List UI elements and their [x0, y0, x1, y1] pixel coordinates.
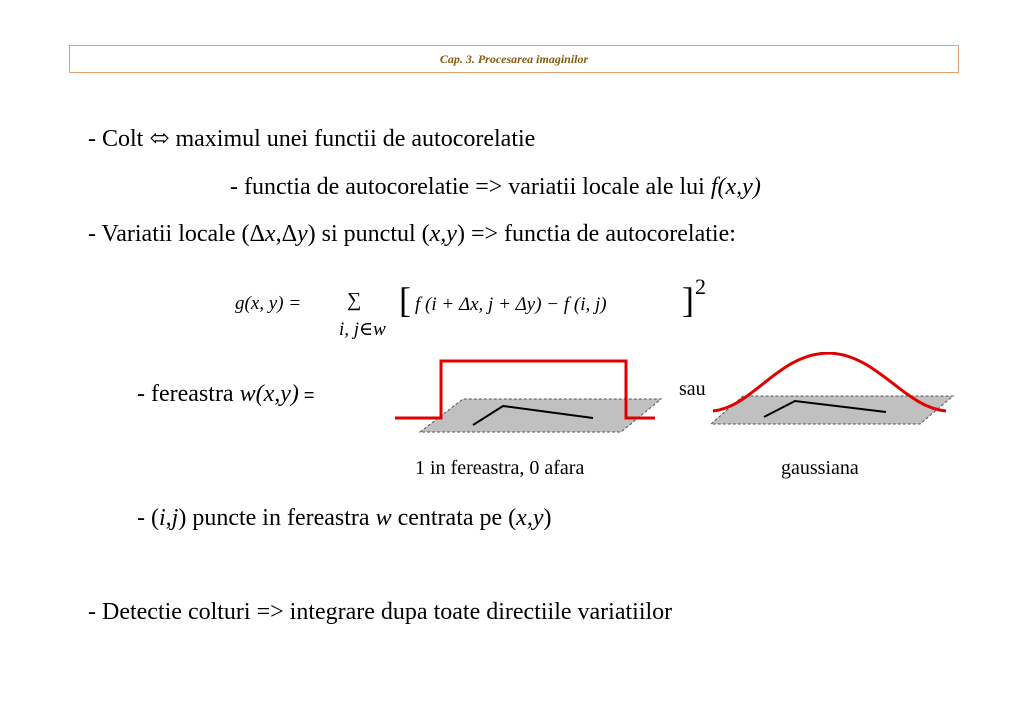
formula-lhs: g(x, y) =: [235, 293, 302, 314]
double-arrow-icon: ⬄: [149, 126, 170, 152]
line-variatii-y: y: [297, 221, 308, 247]
line-variatii-p2: ) si punctul (: [307, 221, 430, 247]
window-diagram: [393, 352, 663, 439]
line-variatii: [88, 222, 736, 246]
line-puncte: [137, 506, 551, 530]
formula-sum-sub: i, j∈w: [339, 319, 386, 340]
line-fereastra-w: w(x,y): [239, 381, 299, 407]
sum-icon: ∑: [347, 289, 362, 311]
line-fereastra-prefix: - fereastra: [137, 381, 240, 407]
line-variatii-p3: ) => functia de autocorelatie:: [456, 221, 736, 247]
gaussian-diagram: [708, 352, 958, 439]
line-variatii-comma: ,Δ: [275, 221, 298, 247]
line-puncte-p3: centrata pe (: [391, 505, 517, 531]
page-header-title: Cap. 3. Procesarea imaginilor: [439, 51, 589, 66]
line-autocorelatie-args: (x,y): [717, 174, 761, 200]
formula-bracket-left: [: [399, 280, 411, 320]
window-label: 1 in fereastra, 0 afara: [415, 457, 585, 479]
line-autocorelatie-f: f: [710, 174, 718, 200]
line-variatii-xy: x,y: [429, 221, 457, 247]
line-colt: [88, 127, 535, 151]
header-box: [69, 45, 959, 73]
sau-label: sau: [679, 378, 706, 400]
line-autocorelatie: [230, 175, 761, 199]
line-puncte-p2: ) puncte in fereastra: [178, 505, 376, 531]
line-variatii-p1: - Variatii locale (Δ: [88, 221, 265, 247]
line-detectie: - Detectie colturi => integrare dupa toate directiile variatiilor: [88, 599, 673, 625]
line-puncte-p1: - (: [137, 505, 159, 531]
formula-body: f (i + Δx, j + Δy) − f (i, j): [415, 294, 607, 315]
line-puncte-w: w: [375, 505, 392, 531]
line-autocorelatie-text: - functia de autocorelatie => variatii locale ale lui: [230, 174, 711, 200]
line-variatii-x: x: [264, 221, 276, 247]
gaussian-label: gaussiana: [781, 457, 859, 479]
line-colt-text: maximul unei functii de autocorelatie: [169, 126, 536, 152]
line-puncte-xy: x,y: [516, 505, 544, 531]
formula-exponent: 2: [695, 274, 706, 299]
formula-bracket-right: ]: [682, 280, 694, 320]
line-fereastra-eq: =: [298, 385, 315, 405]
line-puncte-p4: ): [543, 505, 552, 531]
line-colt-prefix: - Colt: [88, 126, 150, 152]
line-fereastra: [137, 382, 314, 406]
line-puncte-ij: i,j: [158, 505, 179, 531]
